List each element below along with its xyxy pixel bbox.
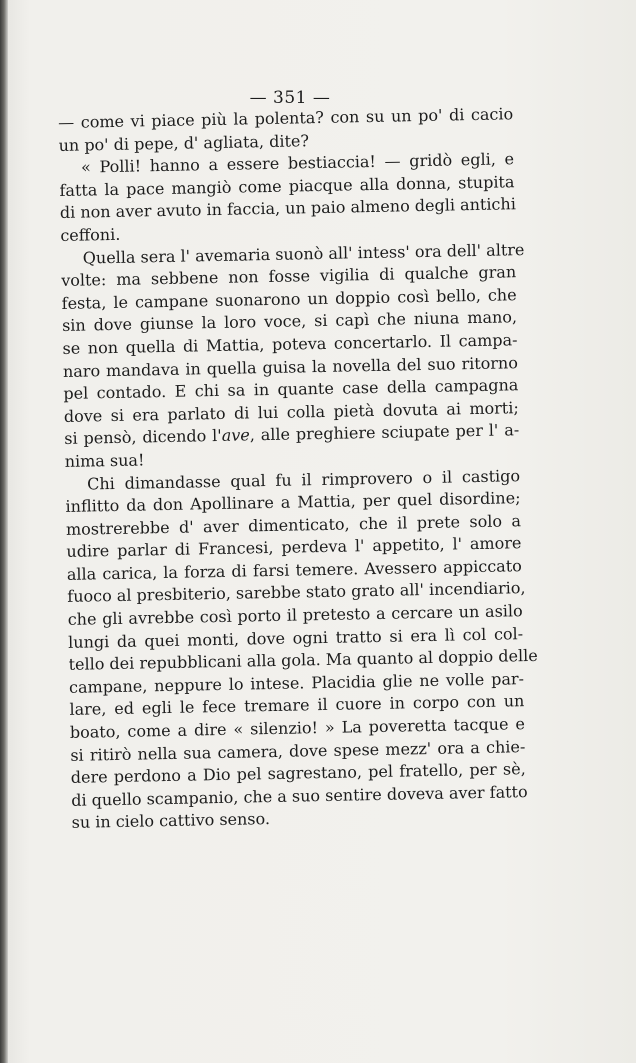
- text-line: dove si era parlato di lui colla pietà dovuta ai morti;: [63, 397, 519, 426]
- text-line: lare, ed egli le fece tremare il cuore in corpo con un: [69, 691, 525, 720]
- text-line: mostrerebbe d' aver dimenticato, che il prete solo a: [65, 510, 522, 539]
- text-line: un po' di pepe, d' agliata, dite?: [58, 130, 310, 155]
- text-line: si pensò, dicendo l'ave, alle preghiere sciupate per l' a-: [64, 420, 520, 449]
- text-line: alla carica, la forza di farsi temere. Avessero appiccato: [66, 556, 522, 584]
- italic-word: ave: [221, 425, 250, 446]
- text-line: festa, le campane suonarono un doppio così bello, che: [61, 284, 517, 313]
- text-line: pel contado. E chi sa in quante case della campagna: [63, 375, 519, 404]
- text-line: che gli avrebbe così porto il pretesto a cercare un asilo: [67, 601, 523, 629]
- text-line: inflitto da don Apollinare a Mattia, per quel disordine;: [65, 488, 521, 517]
- text-line: nima sua!: [64, 450, 145, 471]
- text-line: tello dei repubblicani alla gola. Ma quanto al doppio delle: [68, 646, 538, 675]
- text-line: dere perdono a Dio pel sagrestano, pel fratello, per sè,: [70, 759, 526, 788]
- binding-edge: [0, 0, 8, 1063]
- text-line: naro mandava in quella guisa la novella del suo ritorno: [62, 352, 519, 381]
- text-line: di quello scampanio, che a suo sentire doveva aver fatto: [71, 781, 528, 810]
- text-line: Chi dimandasse qual fu il rimprovero o il castigo: [86, 465, 521, 494]
- text-line: fuoco al presbiterio, sarebbe stato grato all' incendiario,: [67, 578, 526, 607]
- text-line: lungi da quei monti, dove ogni tratto si era lì col col-: [67, 623, 524, 652]
- text-line: su in cielo cattivo senso.: [71, 809, 271, 833]
- body-text: [58, 103, 538, 835]
- text-line: se non quella di Mattia, poteva concertarlo. Il campa-: [62, 330, 518, 358]
- text-line: — come vi piace più la polenta? con su un po' di cacio: [58, 104, 514, 132]
- text-line: udire parlar di Francesi, perdeva l' appetito, l' amore: [66, 533, 522, 562]
- text-line: Quella sera l' avemaria suonò all' intess' ora dell' altre: [82, 239, 525, 268]
- text-line: ceffoni.: [60, 224, 121, 245]
- text-line: campane, neppure lo intese. Placidia glie ne volle par-: [68, 669, 525, 697]
- text-line: si ritirò nella sua camera, dove spese mezz' ora a chie-: [70, 736, 526, 765]
- text-line: sin dove giunse la loro voce, si capì che niuna mano,: [61, 307, 518, 336]
- text-line: fatta la pace mangiò come piacque alla donna, stupita: [59, 172, 515, 200]
- text-line: di non aver avuto in faccia, un paio almeno degli antichi: [59, 194, 517, 223]
- page-number: — 351 —: [249, 88, 331, 108]
- text-line: volte: ma sebbene non fosse vigilia di qualche gran: [61, 262, 517, 291]
- text-line: « Polli! hanno a essere bestiaccia! — gridò egli, e: [80, 149, 515, 177]
- text-line: boato, come a dire « silenzio! » La poveretta tacque e: [69, 714, 526, 742]
